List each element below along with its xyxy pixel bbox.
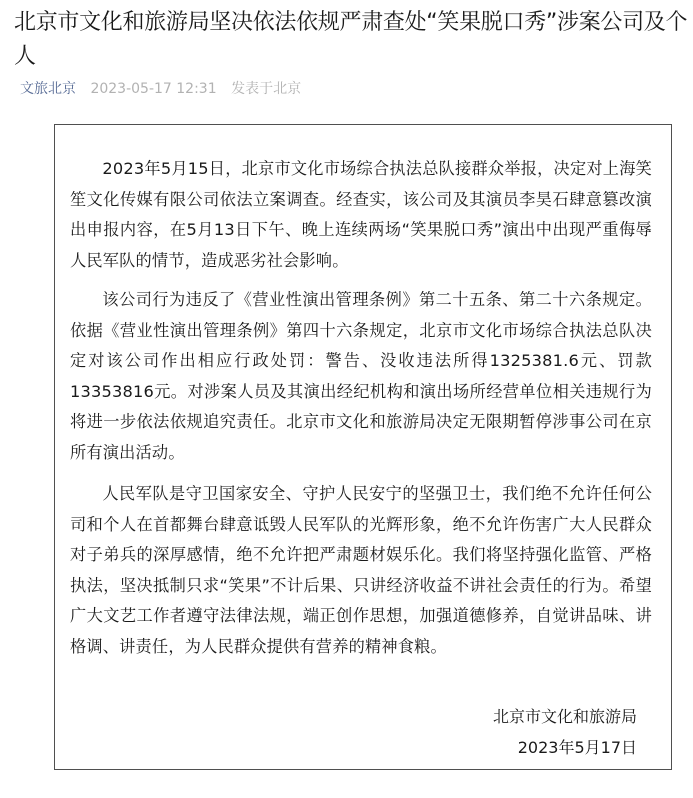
- article-meta: [20, 80, 301, 98]
- article-title: 北京市文化和旅游局坚决依法依规严肃查处“笑果脱口秀”涉案公司及个人: [14, 10, 688, 69]
- account-name-link[interactable]: 文旅北京: [20, 81, 76, 97]
- signature-date: 2023年5月17日: [517, 738, 637, 757]
- publish-datetime: 2023-05-17 12:31: [90, 81, 217, 97]
- notice-paragraph-2: 该公司行为违反了《营业性演出管理条例》第二十五条、第二十六条规定。依据《营业性演出管理条例》第四十六条规定，北京市文化市场综合执法总队决定对该公司作出相应行政处罚：警告、没收违法所得1325381.6元、罚款13353816元。对涉案人员及其演出经纪机构和演出场所经营单位相关违规行为将进一步依法依规追究责任。北京市文化和旅游局决定无限期暂停涉事公司在京所有演出活动。: [70, 290, 652, 462]
- notice-paragraph-1: 2023年5月15日，北京市文化市场综合执法总队接群众举报，决定对上海笑笙文化传媒有限公司依法立案调查。经查实，该公司及其演员李昊石肆意篡改演出申报内容，在5月13日下午、晚上连续两场“笑果脱口秀”演出中出现严重侮辱人民军队的情节，造成恶劣社会影响。: [70, 159, 652, 270]
- publish-location: 发表于北京: [231, 81, 302, 97]
- notice-paragraph-3: 人民军队是守卫国家安全、守护人民安宁的坚强卫士，我们绝不允许任何公司和个人在首都舞台肆意诋毁人民军队的光辉形象，绝不允许伤害广大人民群众对子弟兵的深厚感情，绝不允许把严肃题材娱乐化。我们将坚持强化监管、严格执法，坚决抵制只求“笑果”不计后果、只讲经济收益不讲社会责任的行为。希望广大文艺工作者遵守法律法规，端正创作思想，加强道德修养，自觉讲品味、讲格调、讲责任，为人民群众提供有营养的精神食粮。: [70, 484, 652, 656]
- signature-organization: 北京市文化和旅游局: [492, 707, 637, 726]
- notice-box: [54, 124, 672, 770]
